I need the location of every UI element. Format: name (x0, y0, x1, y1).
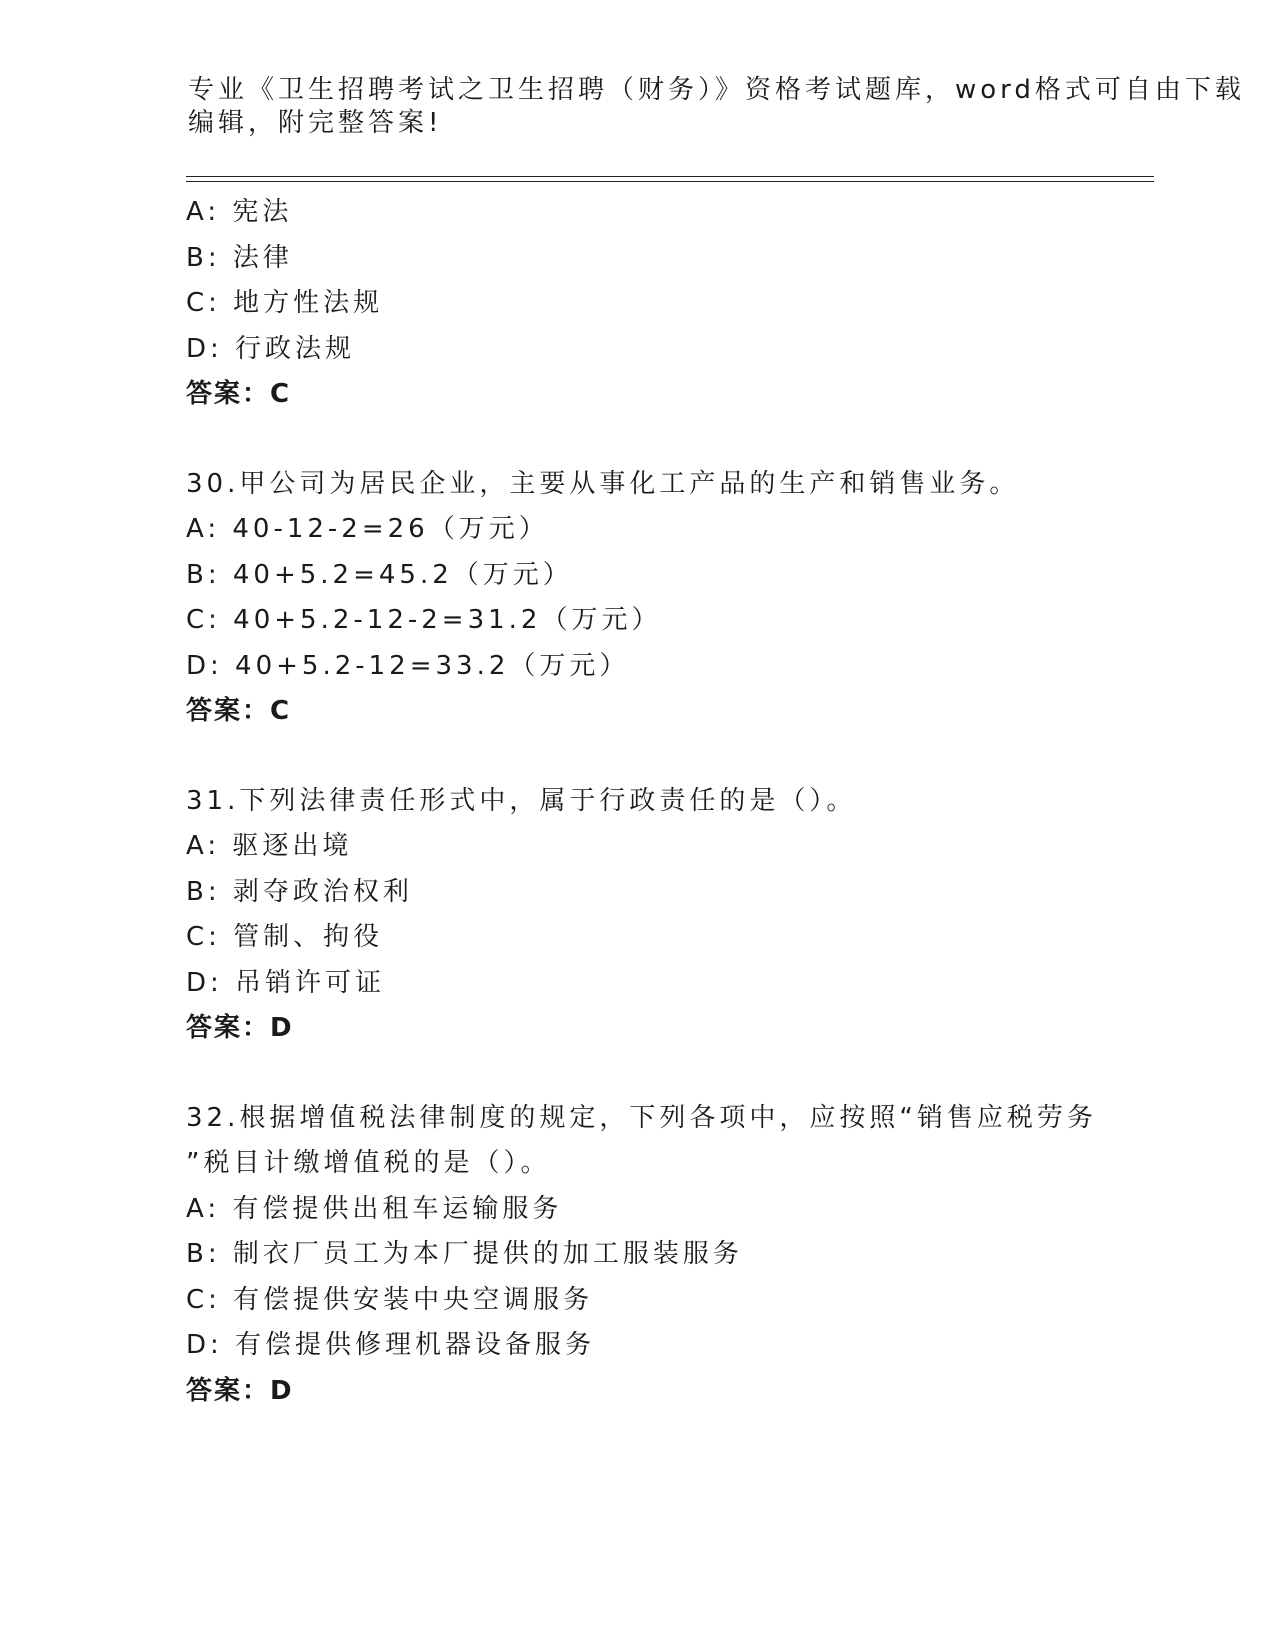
option-a: A: 宪法 (186, 197, 293, 227)
option-c: C: 有偿提供安装中央空调服务 (186, 1284, 594, 1315)
option-c: C: 地方性法规 (186, 288, 384, 318)
option-d: D: 行政法规 (186, 333, 356, 364)
option-a: A: 驱逐出境 (186, 831, 353, 861)
question-31 (186, 779, 1186, 1052)
option-a: A: 40-12-2=26（万元） (186, 514, 549, 544)
header-line-2: 编辑，附完整答案! (188, 108, 443, 138)
spacer (186, 735, 1186, 779)
option-a: A: 有偿提供出租车运输服务 (186, 1193, 563, 1224)
option-c: C: 管制、拘役 (186, 922, 384, 952)
option-c: C: 40+5.2-12-2=31.2（万元） (186, 605, 662, 635)
question-title: 31.下列法律责任形式中，属于行政责任的是（）。 (186, 785, 857, 816)
question-list (186, 190, 1186, 1414)
option-b: B: 40+5.2=45.2（万元） (186, 559, 573, 590)
question-title-line-2: ”税目计缴增值税的是（）。 (186, 1148, 551, 1178)
question-32 (186, 1096, 1186, 1415)
header-divider-top (186, 176, 1154, 177)
question-29 (186, 190, 1186, 418)
header-divider-bottom (186, 181, 1154, 182)
spacer (186, 418, 1186, 462)
answer: 答案：D (186, 1013, 294, 1043)
spacer (186, 1052, 1186, 1096)
question-title-line-1: 32.根据增值税法律制度的规定，下列各项中，应按照“销售应税劳务 (186, 1102, 1097, 1133)
answer: 答案：C (186, 379, 292, 409)
document-header (188, 74, 1245, 140)
answer: 答案：D (186, 1375, 294, 1406)
question-title: 30.甲公司为居民企业，主要从事化工产品的生产和销售业务。 (186, 468, 1020, 499)
option-d: D: 吊销许可证 (186, 967, 386, 998)
option-b: B: 剥夺政治权利 (186, 876, 413, 907)
option-b: B: 法律 (186, 242, 293, 273)
option-b: B: 制衣厂员工为本厂提供的加工服装服务 (186, 1239, 743, 1269)
question-30 (186, 462, 1186, 735)
option-d: D: 有偿提供修理机器设备服务 (186, 1330, 596, 1360)
header-line-1: 专业《卫生招聘考试之卫生招聘（财务）》资格考试题库，word格式可自由下载 (188, 75, 1245, 105)
option-d: D: 40+5.2-12=33.2（万元） (186, 650, 630, 681)
answer: 答案：C (186, 696, 292, 726)
